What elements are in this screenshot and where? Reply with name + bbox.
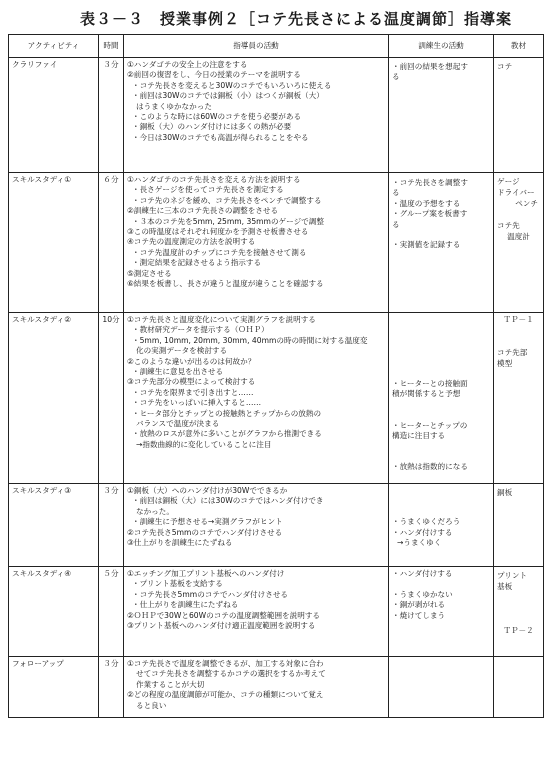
material-item xyxy=(497,615,540,626)
activity-cell: クラリファイ xyxy=(9,58,99,173)
page-title: 表３－３ 授業事例２［コテ先長さによる温度調節］指導案 xyxy=(80,10,513,28)
material-item: ＴＰ－１ xyxy=(503,315,534,324)
instructor-line: 化の実測データを検討する xyxy=(136,346,228,356)
trainee-line: ・ハンダ付けする xyxy=(392,527,453,537)
trainee-line xyxy=(392,486,490,496)
instructor-line: ①ハンダゴテのコテ先長さを変える方法を説明する xyxy=(127,175,301,184)
instructor-line: ・コテ先を限界まで引き出すと…… xyxy=(132,387,254,397)
trainee-line: る xyxy=(392,188,400,198)
material-cell xyxy=(494,173,544,313)
trainee-line: る xyxy=(392,219,400,229)
instructor-line: ・今日は30Wのコテでも高温が得られることをやる xyxy=(132,132,309,142)
instructor-line: ・コテ先長さ5mmのコテでハンダ付けさせる xyxy=(132,589,289,599)
trainee-line xyxy=(392,579,490,589)
instructor-line: ・コテ先のネジを緩め、コテ先長さをペンチで調整する xyxy=(132,195,322,205)
trainee-line: ・焼けてしまう xyxy=(392,610,446,620)
time-cell: 10分 xyxy=(99,313,124,484)
instructor-line: ・３本のコテ先を5mm, 25mm, 35mmのゲージで調整 xyxy=(132,216,324,226)
instructor-line: ・ヒータ部分とチップとの接触熱とチップからの放熱の xyxy=(132,408,322,418)
instructor-line: ・コテ先をいっぱいに挿入すると…… xyxy=(132,398,262,408)
material-cell xyxy=(494,484,544,567)
instructor-line: ⑤測定させる xyxy=(127,268,172,278)
material-item: ＴＰ－２ xyxy=(503,626,534,635)
material-item: 模型 xyxy=(497,359,513,368)
header-time: 時間 xyxy=(99,35,124,58)
header-activity: アクティビティ xyxy=(9,35,99,58)
material-cell xyxy=(494,567,544,657)
instructor-line: ・コテ先温度計のチップにコテ先を接触させて測る xyxy=(132,247,307,257)
material-item: コテ先部 xyxy=(497,348,528,357)
instructor-line: ・プリント基板を支給する xyxy=(132,579,223,589)
trainee-line: ・グループ案を板書す xyxy=(392,209,468,219)
trainee-line: ・銅が剥がれる xyxy=(392,600,446,610)
trainee-line: ・コテ先長さを調整す xyxy=(392,178,468,187)
trainee-line xyxy=(392,496,490,506)
instructor-line: ・放熱のロスが意外に多いことがグラフから推測できる xyxy=(132,429,322,439)
material-item: ドライバー xyxy=(497,188,535,197)
instructor-line: ると良い xyxy=(136,700,167,710)
trainee-line: ・前回の結果を想起す xyxy=(392,62,468,71)
table-row xyxy=(9,567,544,657)
instructor-activity-cell xyxy=(124,484,389,567)
table-row xyxy=(9,313,544,484)
table-row xyxy=(9,58,544,173)
instructor-line: ①銅板（大）へのハンダ付けが30Wでできるか xyxy=(127,486,288,495)
trainee-activity-cell xyxy=(389,657,494,718)
material-item: コテ xyxy=(497,62,513,71)
instructor-line: はうまくゆかなかった xyxy=(136,101,212,111)
instructor-line: 作業することが大切 xyxy=(136,679,205,689)
material-item xyxy=(497,593,540,604)
instructor-activity-cell xyxy=(124,58,389,173)
instructor-line: ・仕上がりを訓練生にたずねる xyxy=(132,600,239,610)
instructor-line: ・測定結果を記録させるよう指示する xyxy=(132,258,262,268)
material-cell xyxy=(494,58,544,173)
trainee-line xyxy=(392,400,490,410)
trainee-line: ・放熱は指数的になる xyxy=(392,462,468,472)
instructor-line: せてコテ先長さを調整するかコテの選択をするか考えて xyxy=(136,669,326,679)
instructor-line: ②前回の復習をし、今日の授業のテーマを説明する xyxy=(127,70,301,80)
instructor-line: ②ＯＨＰで30Wと60Wのコテの温度調整範囲を説明する xyxy=(127,610,321,620)
trainee-activity-cell xyxy=(389,58,494,173)
time-cell: ３分 xyxy=(99,58,124,173)
instructor-line: ・訓練生に意見を出させる xyxy=(132,367,224,377)
instructor-line: ・5mm, 10mm, 20mm, 30mm, 40mmの時の時間に対する温度変 xyxy=(132,335,368,345)
table-body xyxy=(9,58,544,718)
material-item: コテ先 xyxy=(497,221,520,230)
instructor-line: ①コテ先長さで温度を調整できるが、加工する対象に合わ xyxy=(127,659,324,668)
instructor-line: →指数曲線的に変化していることに注目 xyxy=(136,439,272,449)
instructor-line: ①コテ先長さと温度変化について実測グラフを説明する xyxy=(127,315,316,324)
instructor-activity-cell xyxy=(124,173,389,313)
instructor-line: ③プリント基板へのハンダ付け適正温度範囲を説明する xyxy=(127,621,316,631)
material-cell xyxy=(494,657,544,718)
table-row xyxy=(9,484,544,567)
instructor-line: ・コテ先長さを変えると30Wのコテでもいろいろに使える xyxy=(132,80,332,90)
material-item xyxy=(497,210,540,221)
instructor-line: ②訓練生に三本のコテ先長さの調整をさせる xyxy=(127,206,279,216)
header-trainee: 訓練生の活動 xyxy=(389,35,494,58)
trainee-activity-cell xyxy=(389,484,494,567)
activity-cell: スキルスタディ③ xyxy=(9,484,99,567)
material-item xyxy=(497,326,540,337)
instructor-line: ②コテ先長さ5mmのコテでハンダ付けさせる xyxy=(127,527,283,537)
instructor-activity-cell xyxy=(124,567,389,657)
instructor-line: ①ハンダゴテの安全上の注意をする xyxy=(127,60,248,69)
instructor-line: ②このような違いが出るのは何故か？ xyxy=(127,356,256,366)
instructor-line: ③仕上がりを訓練生にたずねる xyxy=(127,538,233,548)
activity-cell: スキルスタディ② xyxy=(9,313,99,484)
header-row xyxy=(9,35,544,58)
table-row xyxy=(9,173,544,313)
instructor-activity-cell xyxy=(124,657,389,718)
instructor-activity-cell xyxy=(124,313,389,484)
instructor-line: ②どの程度の温度調節が可能か、コテの種類について覚え xyxy=(127,690,324,700)
material-item: 基板 xyxy=(497,582,513,591)
instructor-line: ⑥結果を板書し、長さが違うと温度が違うことを確認する xyxy=(127,279,324,289)
header-instructor: 指導員の活動 xyxy=(124,35,389,58)
time-cell: ３分 xyxy=(99,657,124,718)
trainee-line: ・うまくゆくだろう xyxy=(392,517,461,527)
header-material: 教材 xyxy=(494,35,544,58)
instructor-line: ④コテ先の温度測定の方法を説明する xyxy=(127,237,256,247)
material-item: 銅板 xyxy=(497,488,513,497)
trainee-line xyxy=(392,230,490,240)
instructor-line: ・訓練生に予想させる→実測グラフがヒント xyxy=(132,517,283,527)
time-cell: ５分 xyxy=(99,567,124,657)
material-cell xyxy=(494,313,544,484)
instructor-line: バランスで温度が決まる xyxy=(136,419,220,429)
trainee-activity-cell xyxy=(389,567,494,657)
trainee-line: ・ハンダ付けする xyxy=(392,569,453,578)
time-cell: ３分 xyxy=(99,484,124,567)
material-item: ペンチ xyxy=(515,199,538,208)
instructor-line: ③この時温度はそれぞれ何度かを予測させ板書させる xyxy=(127,227,309,237)
trainee-line xyxy=(392,452,490,462)
instructor-line: ・前回は30Wのコテでは銅板（小）はつくが銅板（大） xyxy=(132,91,324,101)
trainee-line xyxy=(392,410,490,420)
trainee-line: ・ヒーターとの接触面 xyxy=(392,379,468,388)
material-item: ゲージ xyxy=(497,177,520,186)
trainee-line: ・うまくゆかない xyxy=(392,589,453,599)
activity-cell: スキルスタディ① xyxy=(9,173,99,313)
trainee-line: 構造に注目する xyxy=(392,431,446,440)
lesson-plan-table xyxy=(8,34,544,718)
material-item xyxy=(497,337,540,348)
time-cell: ６分 xyxy=(99,173,124,313)
trainee-line: る xyxy=(392,72,400,82)
trainee-line: ・実測値を記録する xyxy=(392,240,461,250)
instructor-line: ③コテ先部分の模型によって検討する xyxy=(127,377,256,387)
table-row xyxy=(9,657,544,718)
instructor-line: ・銅板（大）のハンダ付けには多くの熱が必要 xyxy=(132,122,292,132)
trainee-line xyxy=(392,441,490,451)
trainee-line xyxy=(392,507,490,517)
instructor-line: ・長さゲージを使ってコテ先長さを測定する xyxy=(132,185,284,195)
material-item: 温度計 xyxy=(507,232,530,241)
trainee-line: ・ヒーターとチップの xyxy=(392,420,468,430)
trainee-line: 積が関係すると予想 xyxy=(392,389,461,399)
instructor-line: なかった。 xyxy=(136,506,174,516)
trainee-line: ・温度の予想をする xyxy=(392,198,461,208)
instructor-line: ①エッチング加工プリント基板へのハンダ付け xyxy=(127,569,285,578)
activity-cell: フォローアップ xyxy=(9,657,99,718)
instructor-line: ・前回は銅板（大）には30Wのコテではハンダ付けでき xyxy=(132,496,324,506)
instructor-line: ・このような時には60Wのコテを使う必要がある xyxy=(132,112,302,122)
trainee-activity-cell xyxy=(389,313,494,484)
material-item xyxy=(497,604,540,615)
trainee-activity-cell xyxy=(389,173,494,313)
activity-cell: スキルスタディ④ xyxy=(9,567,99,657)
instructor-line: ・教材研究データを提示する（ＯＨＰ） xyxy=(132,325,269,335)
material-item: プリント xyxy=(497,571,528,580)
trainee-line: →うまくゆく xyxy=(397,537,442,547)
